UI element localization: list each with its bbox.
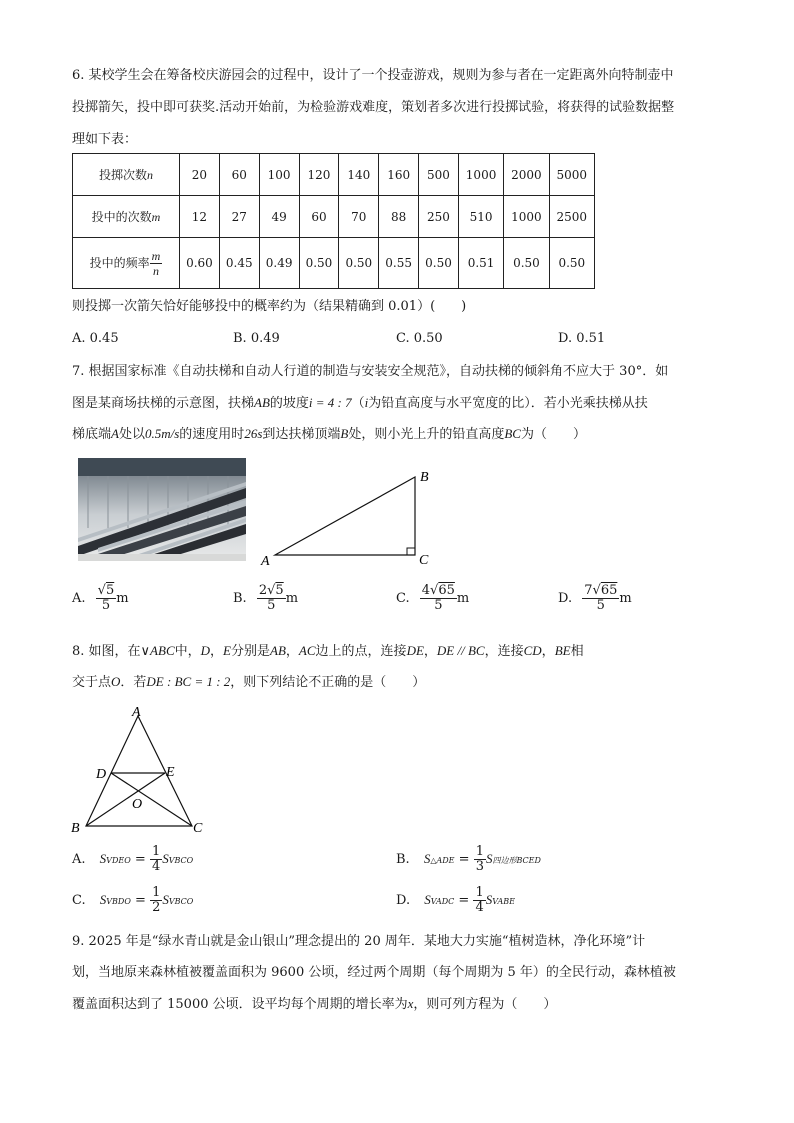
table-cell: 2000 [504,154,549,196]
table-cell: 0.60 [180,238,220,289]
table-cell: 510 [458,196,503,238]
q8-option-a[interactable]: A. SVDEO = $\frac{1}{4}$ SVBCO [72,844,194,874]
row-label-throws: 投掷次数n [73,154,180,196]
q7-option-d[interactable]: D. $\frac{7√65}{5}$ m [558,583,632,613]
q6-line-1: 6. 某校学生会在筹备校庆游园会的过程中，设计了一个投壶游戏，规则为参与者在一定距离外向特制壶中 [72,68,674,83]
row-label-frequency: 投中的频率 $\frac{m}{n}$ [73,238,180,289]
q6-option-c[interactable]: C. 0.50 [396,331,443,346]
table-cell: 100 [259,154,299,196]
q8-line-2: 交于点O．若DE : BC = 1 : 2，则下列结论不正确的是（ ） [72,674,426,690]
table-cell: 0.50 [339,238,379,289]
table-cell: 0.50 [419,238,459,289]
label-b: B [420,470,429,485]
table-cell: 2500 [549,196,594,238]
table-cell: 60 [299,196,339,238]
q6-line-2: 投掷箭矢，投中即可获奖.活动开始前，为检验游戏难度，策划者多次进行投掷试验，将获得的试验数据整 [72,100,675,115]
table-cell: 88 [379,196,419,238]
table-cell: 49 [259,196,299,238]
q9-line-3: 覆盖面积达到了 15000 公顷．设平均每个周期的增长率为x，则可列方程为（ ） [72,996,557,1012]
q8-option-b[interactable]: B. S△ADE = $\frac{1}{3}$ S四边形BCED [396,844,541,874]
label-c: C [193,821,203,836]
table-cell: 0.50 [299,238,339,289]
q7-option-b[interactable]: B. $\frac{2√5}{5}$ m [233,583,299,613]
table-cell: 20 [180,154,220,196]
q6-option-d[interactable]: D. 0.51 [558,331,606,346]
table-cell: 1000 [504,196,549,238]
table-row-hits [73,196,595,238]
row-label-hits: 投中的次数m [73,196,180,238]
escalator-triangle-diagram [255,465,445,570]
label-c: C [419,553,429,568]
q6-data-table [72,153,595,289]
label-b: B [71,821,80,836]
label-e: E [166,765,175,780]
q7-option-a[interactable]: A. $\frac{√5}{5}$ m [72,583,129,613]
q7-line-1: 7. 根据国家标准《自动扶梯和自动人行道的制造与安装安全规范》，自动扶梯的倾斜角不应大于 30°．如 [72,364,669,379]
q7-line-3: 梯底端A处以0.5m/s的速度用时26s到达扶梯顶端B处，则小光上升的铅直高度BC为（ ） [72,426,586,442]
triangle-abc-diagram [66,702,216,837]
q7-option-c[interactable]: C. $\frac{4√65}{5}$ m [396,583,470,613]
label-a: A [261,554,270,569]
q8-line-1: 8. 如图，在∨ABC中，D，E分别是AB，AC边上的点，连接DE，DE // BC，连接CD，BE相 [72,643,584,659]
table-cell: 0.49 [259,238,299,289]
q9-line-2: 划，当地原来森林植被覆盖面积为 9600 公顷，经过两个周期（每个周期为 5 年）的全民行动，森林植被 [72,965,676,980]
q9-line-1: 9. 2025 年是“绿水青山就是金山银山”理念提出的 20 周年．某地大力实施“植树造林，净化环境”计 [72,934,646,949]
q8-option-c[interactable]: C. SVBDO = $\frac{1}{2}$ SVBCO [72,885,194,915]
table-cell: 140 [339,154,379,196]
table-cell: 160 [379,154,419,196]
q7-line-2: 图是某商场扶梯的示意图，扶梯AB的坡度i = 4 : 7（i为铅直高度与水平宽度的比）．若小光乘扶梯从扶 [72,395,648,411]
table-row-frequency [73,238,595,289]
table-row-throws [73,154,595,196]
table-cell: 500 [419,154,459,196]
label-d: D [96,767,107,782]
table-cell: 60 [219,154,259,196]
escalator-photo [78,458,246,561]
table-cell: 0.45 [219,238,259,289]
table-cell: 0.50 [549,238,594,289]
table-cell: 0.55 [379,238,419,289]
table-cell: 0.51 [458,238,503,289]
table-cell: 12 [180,196,220,238]
table-cell: 1000 [458,154,503,196]
label-o: O [132,797,143,812]
table-cell: 70 [339,196,379,238]
q6-question: 则投掷一次箭矢恰好能够投中的概率约为（结果精确到 0.01）( ) [72,299,467,314]
table-cell: 5000 [549,154,594,196]
q6-option-a[interactable]: A. 0.45 [72,331,119,346]
table-cell: 0.50 [504,238,549,289]
q6-option-b[interactable]: B. 0.49 [233,331,280,346]
q8-option-d[interactable]: D. SVADC = $\frac{1}{4}$ SVABE [396,885,515,915]
table-cell: 27 [219,196,259,238]
frequency-fraction: $\frac{m}{n}$ [151,248,161,278]
label-a: A [132,705,141,720]
q6-line-3: 理如下表： [72,132,138,147]
table-cell: 250 [419,196,459,238]
table-cell: 120 [299,154,339,196]
